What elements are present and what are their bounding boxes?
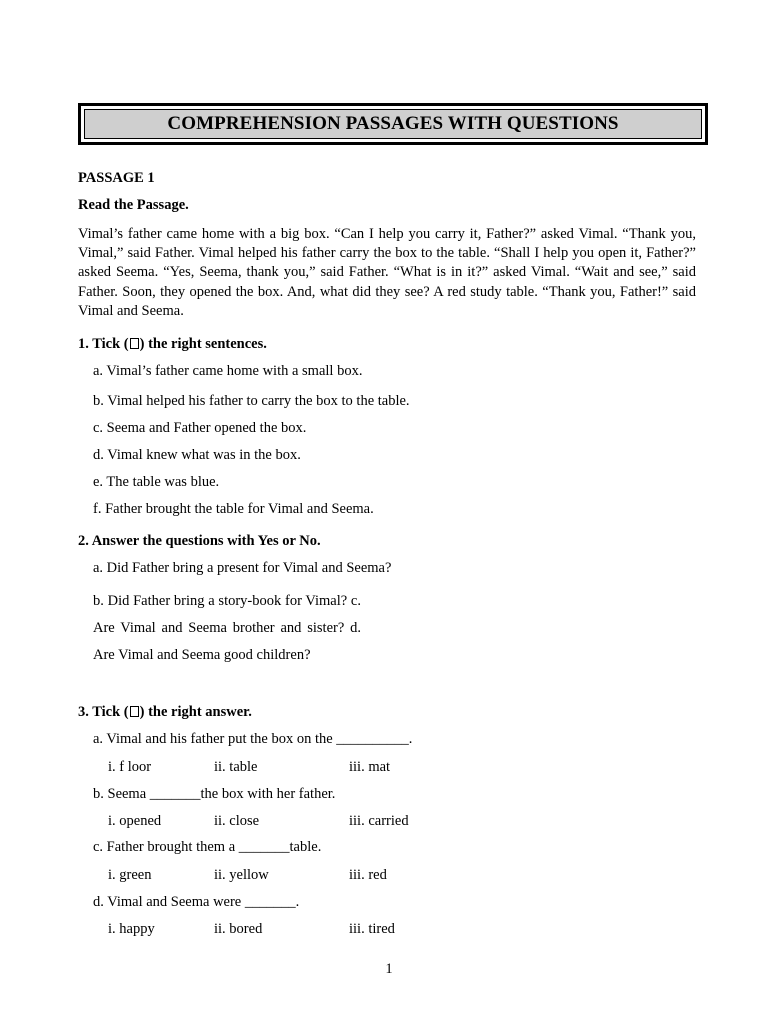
q3-question-a: a. Vimal and his father put the box on the __________. (93, 731, 413, 747)
q3-b-option-2: ii. close (214, 813, 260, 829)
q3-heading-pre: 3. Tick ( (78, 704, 129, 720)
q3-c-option-3: iii. red (349, 867, 387, 883)
q3-heading-post: ) the right answer. (139, 704, 252, 720)
q2-item-a: a. Did Father bring a present for Vimal and Seema? (93, 560, 392, 576)
q1-item-f: f. Father brought the table for Vimal and Seema. (93, 501, 374, 517)
q3-c-option-1: i. green (108, 867, 152, 883)
q3-b-option-1: i. opened (108, 813, 162, 829)
q3-a-option-1: i. f loor (108, 759, 152, 775)
page-number: 1 (385, 961, 393, 977)
passage-text: Vimal’s father came home with a big box. “Can I help you carry it, Father?” asked Vimal. “Thank you, Vimal,” said Father. Vimal helped his father carry the box to the table. “Shall I help you open it, Father?” asked Seema. “Yes, Seema, thank you,” said Father. “What is in it?” asked Vimal. “Wait and see,” said Father. Soon, they opened the box. And, what did they see? A red study table. “Thank you, Father!” said Vimal and Seema. (78, 226, 696, 319)
q3-c-option-2: ii. yellow (214, 867, 269, 883)
page-title: COMPREHENSION PASSAGES WITH QUESTIONS (167, 113, 619, 134)
q2-heading: 2. Answer the questions with Yes or No. (78, 533, 321, 549)
q1-heading-post: ) the right sentences. (139, 336, 267, 352)
q2-wrapped-items: b. Did Father bring a story-book for Vimal? c. Are Vimal and Seema brother and sister? d. Are Vimal and Seema good children? (93, 593, 361, 663)
q3-question-d: d. Vimal and Seema were _______. (93, 894, 300, 910)
q1-heading-pre: 1. Tick ( (78, 336, 129, 352)
checkbox-glyph-icon (130, 338, 139, 349)
q1-item-b: b. Vimal helped his father to carry the box to the table. (93, 393, 410, 409)
q3-heading (78, 703, 252, 722)
q1-item-c: c. Seema and Father opened the box. (93, 420, 307, 436)
passage-label: PASSAGE 1 (78, 170, 155, 186)
q3-question-c: c. Father brought them a _______table. (93, 839, 322, 855)
q1-item-e: e. The table was blue. (93, 474, 220, 490)
q3-d-option-2: ii. bored (214, 921, 263, 937)
q3-b-option-3: iii. carried (349, 813, 409, 829)
q1-item-a: a. Vimal’s father came home with a small box. (93, 363, 363, 379)
title-banner (78, 103, 708, 145)
q3-question-b: b. Seema _______the box with her father. (93, 786, 336, 802)
q1-item-d: d. Vimal knew what was in the box. (93, 447, 301, 463)
q3-d-option-1: i. happy (108, 921, 155, 937)
read-instruction: Read the Passage. (78, 197, 189, 213)
q3-a-option-3: iii. mat (349, 759, 391, 775)
title-banner-inner (84, 109, 702, 139)
checkbox-glyph-icon (130, 706, 139, 717)
q3-a-option-2: ii. table (214, 759, 258, 775)
q3-d-option-3: iii. tired (349, 921, 395, 937)
q1-heading (78, 335, 267, 354)
